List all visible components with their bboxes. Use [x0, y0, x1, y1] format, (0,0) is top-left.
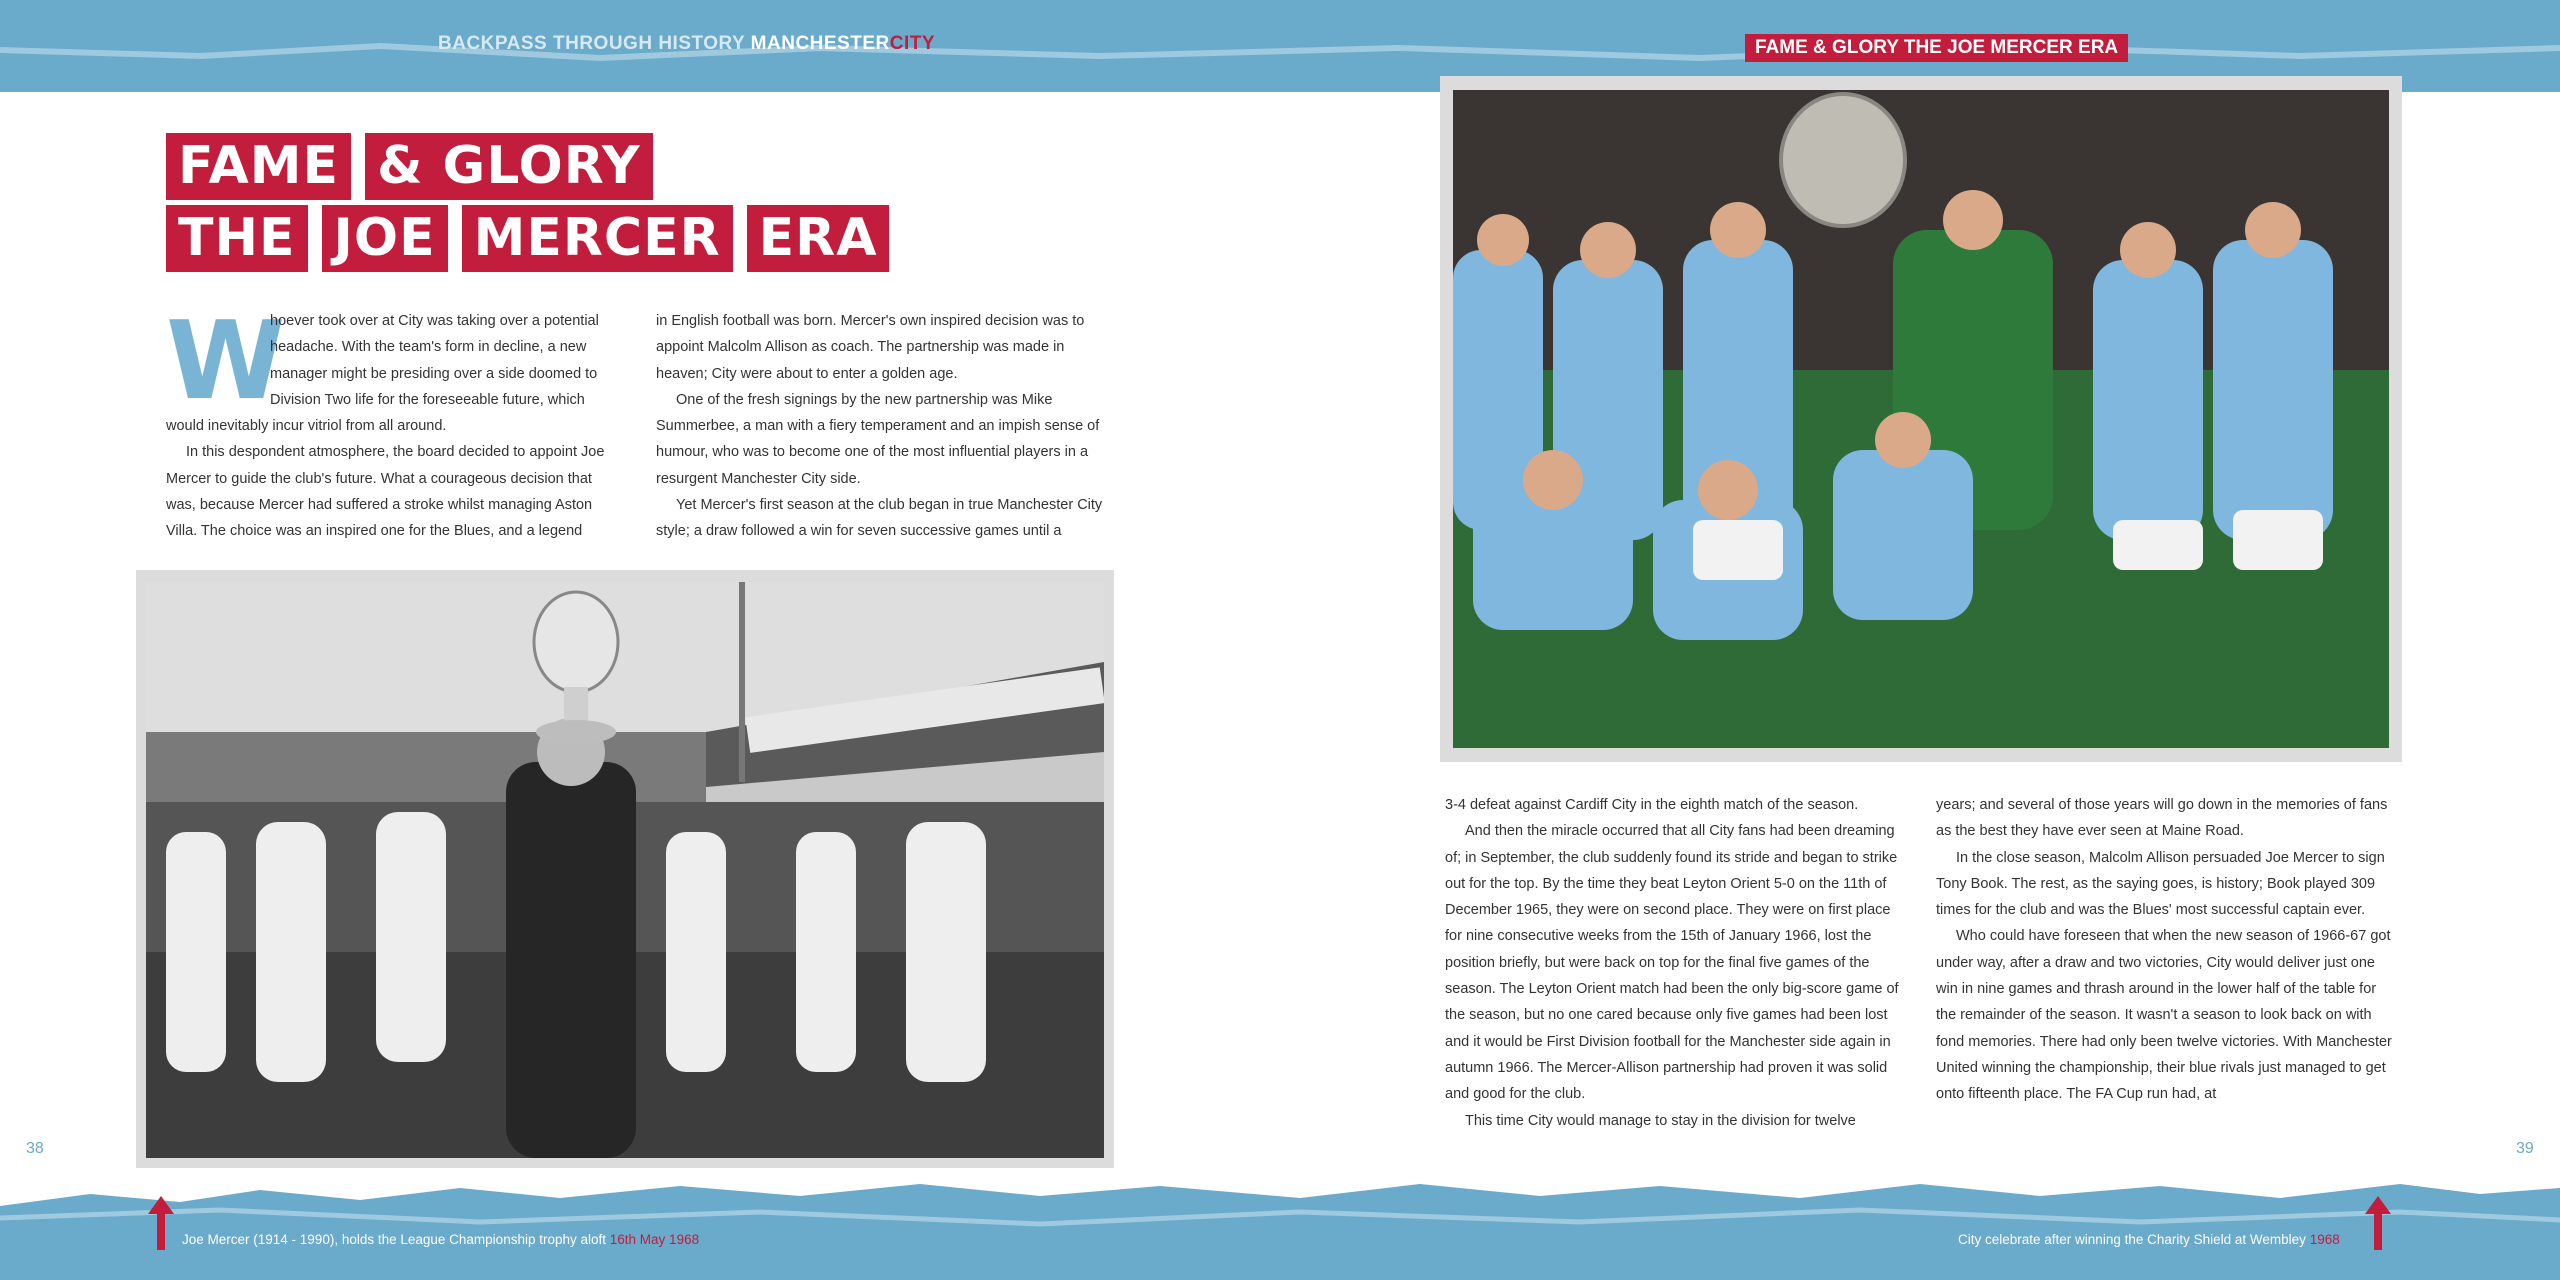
body-paragraph: In the close season, Malcolm Allison persuaded Joe Mercer to sign Tony Book. The rest, as the saying goes, is history; Book played 309 times for the club and was the Blues' most successful captain ever. — [1936, 849, 2385, 919]
headline-word: MERCER — [462, 205, 733, 272]
body-column-4 — [1936, 792, 2392, 1108]
page-number-left: 38 — [26, 1140, 44, 1157]
body-paragraph: years; and several of those years will go down in the memories of fans as the best they have ever seen at Maine Road. — [1936, 797, 2388, 840]
body-column-1 — [166, 299, 618, 545]
caption-date: 16th May 1968 — [609, 1232, 700, 1247]
intro-paragraph-tail: would inevitably incur vitriol from all around. — [166, 418, 447, 435]
series-title: BACKPASS THROUGH HISTORY — [438, 33, 745, 54]
body-paragraph: In this despondent atmosphere, the board decided to appoint Joe Mercer to guide the club's future. What a courageous decision that was, because Mercer had suffered a stroke whilst managing Aston Villa. The choice was an inspired one for the Blues, and a legend — [166, 444, 605, 540]
caption-date: 1968 — [2309, 1232, 2340, 1247]
club-name-part-2: CITY — [889, 33, 936, 54]
page-number-right: 39 — [2516, 1140, 2534, 1157]
headline-word: ERA — [747, 205, 890, 272]
bottom-paint-band — [0, 1172, 2560, 1280]
up-arrow-icon — [148, 1196, 174, 1250]
headline-word: THE — [166, 205, 308, 272]
club-name-part-1: MANCHESTER — [750, 33, 890, 54]
drop-cap: W — [166, 299, 286, 424]
up-arrow-icon — [2365, 1196, 2391, 1250]
photo-caption-left — [182, 1232, 699, 1247]
caption-text: City celebrate after winning the Charity Shield at Wembley — [1958, 1232, 2306, 1247]
body-paragraph: And then the miracle occurred that all City fans had been dreaming of; in September, the club suddenly found its stride and began to strike out for the top. By the time they beat Leyton Orient 5-0 on the 11th of December 1965, they were on second place. They were on first place for nine consecutive weeks from the 15th of January 1966, lost the position briefly, but were back on top for the final five games of the season. The Leyton Orient match had been the only big-score game of the season, but no one cared because only five games had been lost and it would be First Division football for the Manchester side again in autumn 1966. The Mercer-Allison partnership had proven it was solid and good for the club. — [1445, 823, 1899, 1103]
body-paragraph: Yet Mercer's first season at the club began in true Manchester City style; a draw followed a win for seven successive games until a — [656, 497, 1103, 540]
photo-caption-right — [1958, 1232, 2340, 1247]
body-paragraph: 3-4 defeat against Cardiff City in the eighth match of the season. — [1445, 797, 1859, 813]
body-column-3 — [1445, 792, 1901, 1134]
intro-paragraph: hoever took over at City was taking over a potential headache. With the team's form in decline, a new manager might be presiding over a side doomed to Division Two life for the foreseeable future, which — [270, 313, 599, 408]
headline-word: FAME — [166, 133, 351, 200]
body-paragraph: in English football was born. Mercer's own inspired decision was to appoint Malcolm Allison as coach. The partnership was made in heaven; City were about to enter a golden age. — [656, 313, 1085, 382]
headline-word: & GLORY — [365, 133, 652, 200]
charity-shield-photo — [1453, 90, 2389, 748]
body-paragraph: One of the fresh signings by the new partnership was Mike Summerbee, a man with a fiery temperament and an impish sense of humour, who was to become one of the most influential players in a resurgent Manchester City side. — [656, 391, 1100, 487]
body-column-2 — [656, 308, 1108, 545]
headline-line-2 — [166, 205, 903, 272]
headline-line-1 — [166, 133, 667, 200]
running-head-right: FAME & GLORY THE JOE MERCER ERA — [1745, 34, 2128, 62]
body-paragraph: Who could have foreseen that when the new season of 1966-67 got under way, after a draw and two victories, City would deliver just one win in nine games and thrash around in the lower half of the table for the remainder of the season. It wasn't a season to look back on with fond memories. There had only been twelve victories. With Manchester United winning the championship, their blue rivals just managed to get onto fifteenth place. The FA Cup run had, at — [1936, 928, 2392, 1103]
headline-word: JOE — [322, 205, 448, 272]
trophy-photo-bw — [146, 582, 1104, 1158]
body-paragraph: This time City would manage to stay in the division for twelve — [1465, 1112, 1856, 1129]
caption-text: Joe Mercer (1914 - 1990), holds the League Championship trophy aloft — [182, 1232, 607, 1247]
running-head-left — [438, 33, 935, 55]
